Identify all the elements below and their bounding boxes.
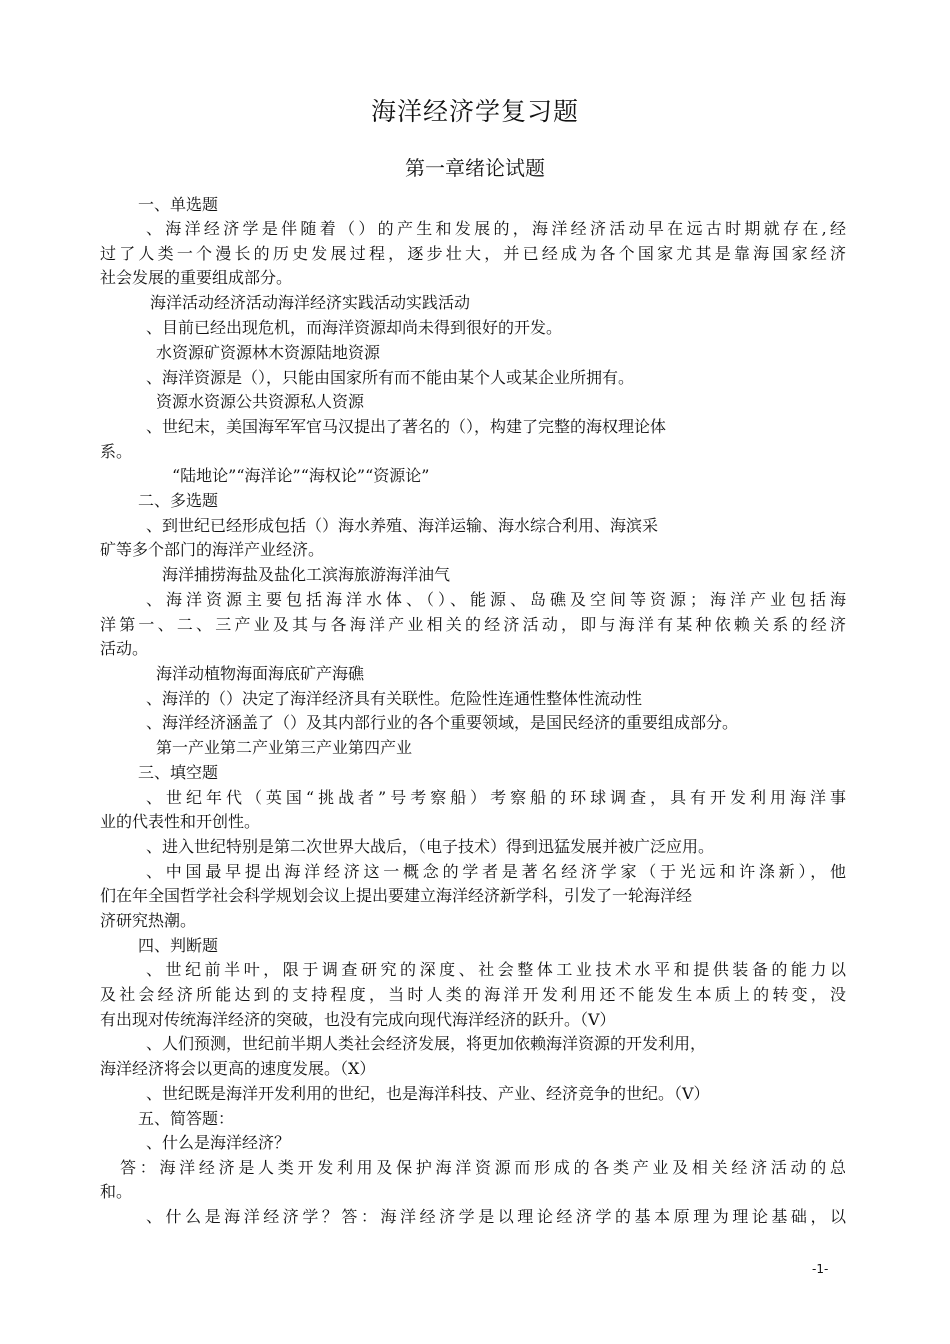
chapter-title: 第一章绪论试题 <box>405 156 545 180</box>
question-text: 系。 <box>100 442 133 461</box>
question-text: 、海洋经济学是伴随着（）的产生和发展的，海洋经济活动早在远古时期就存在,经 <box>146 219 846 238</box>
question-text: 及社会经济所能达到的支持程度，当时人类的海洋开发利用还不能发生本质上的转变，没 <box>100 985 846 1004</box>
answer-options: 水资源矿资源林木资源陆地资源 <box>156 343 381 362</box>
answer-options: 第一产业第二产业第三产业第四产业 <box>156 738 413 757</box>
answer-text: 答：海洋经济是人类开发利用及保护海洋资源而形成的各类产业及相关经济活动的总 <box>120 1158 846 1177</box>
answer-options: 海洋活动经济活动海洋经济实践活动实践活动 <box>150 293 471 312</box>
question-text: 社会发展的重要组成部分。 <box>100 268 293 287</box>
answer-text: 和。 <box>100 1182 133 1201</box>
answer-options: 资源水资源公共资源私人资源 <box>156 392 365 411</box>
question-text: 济研究热潮。 <box>100 911 197 930</box>
question-text: 、海洋的（）决定了海洋经济具有关联性。危险性连通性整体性流动性 <box>146 689 643 708</box>
question-text: 、海洋经济涵盖了（）及其内部行业的各个重要领域，是国民经济的重要组成部分。 <box>146 713 739 732</box>
question-text: 、世纪前半叶，限于调查研究的深度、社会整体工业技术水平和提供装备的能力以 <box>146 960 846 979</box>
question-text: 、中国最早提出海洋经济这一概念的学者是著名经济学家（于光远和许涤新），他 <box>146 862 846 881</box>
question-text: 过了人类一个漫长的历史发展过程，逐步壮大，并已经成为各个国家尤其是靠海国家经济 <box>100 244 846 263</box>
section-heading: 二、多选题 <box>138 491 219 510</box>
question-text: 业的代表性和开创性。 <box>100 812 261 831</box>
question-text: 活动。 <box>100 639 149 658</box>
question-text: 、目前已经出现危机，而海洋资源却尚未得到很好的开发。 <box>146 318 563 337</box>
question-text: 、人们预测，世纪前半期人类社会经济发展，将更加依赖海洋资源的开发利用， <box>146 1034 707 1053</box>
section-heading: 三、填空题 <box>138 763 219 782</box>
answer-options: “陆地论”“海洋论”“海权论”“资源论” <box>172 466 430 485</box>
question-text: 、什么是海洋经济？ <box>146 1133 291 1152</box>
section-heading: 五、简答题： <box>138 1109 235 1128</box>
question-text: 、海洋资源是（），只能由国家所有而不能由某个人或某企业所拥有。 <box>146 368 635 387</box>
question-text: 、海洋资源主要包括海洋水体、（）、能源、岛礁及空间等资源；海洋产业包括海 <box>146 590 846 609</box>
question-text: 矿等多个部门的海洋产业经济。 <box>100 540 325 559</box>
question-text: 有出现对传统海洋经济的突破，也没有完成向现代海洋经济的跃升。（V） <box>100 1010 616 1029</box>
question-text: 海洋经济将会以更高的速度发展。（X） <box>100 1059 376 1078</box>
section-heading: 四、判断题 <box>138 936 219 955</box>
question-text: 、进入世纪特别是第二次世界大战后，（电子技术）得到迅猛发展并被广泛应用。 <box>146 837 715 856</box>
section-heading: 一、单选题 <box>138 195 219 214</box>
question-text: 、世纪年代（英国“挑战者”号考察船）考察船的环球调查，具有开发利用海洋事 <box>146 788 846 807</box>
question-text: 、世纪既是海洋开发利用的世纪，也是海洋科技、产业、经济竞争的世纪。（V） <box>146 1084 710 1103</box>
question-text: 洋第一、二、三产业及其与各海洋产业相关的经济活动，即与海洋有某种依赖关系的经济 <box>100 615 846 634</box>
answer-options: 海洋捕捞海盐及盐化工滨海旅游海洋油气 <box>162 565 451 584</box>
question-text: 、世纪末，美国海军军官马汉提出了著名的（），构建了完整的海权理论体 <box>146 417 667 436</box>
answer-options: 海洋动植物海面海底矿产海礁 <box>156 664 365 683</box>
question-text: 、什么是海洋经济学？答：海洋经济学是以理论经济学的基本原理为理论基础，以 <box>146 1207 846 1226</box>
document-title: 海洋经济学复习题 <box>370 97 579 126</box>
page-number: -1- <box>812 1262 829 1276</box>
question-text: 、到世纪已经形成包括（）海水养殖、海洋运输、海水综合利用、海滨采 <box>146 516 659 535</box>
question-text: 们在年全国哲学社会科学规划会议上提出要建立海洋经济新学科，引发了一轮海洋经 <box>100 886 693 905</box>
